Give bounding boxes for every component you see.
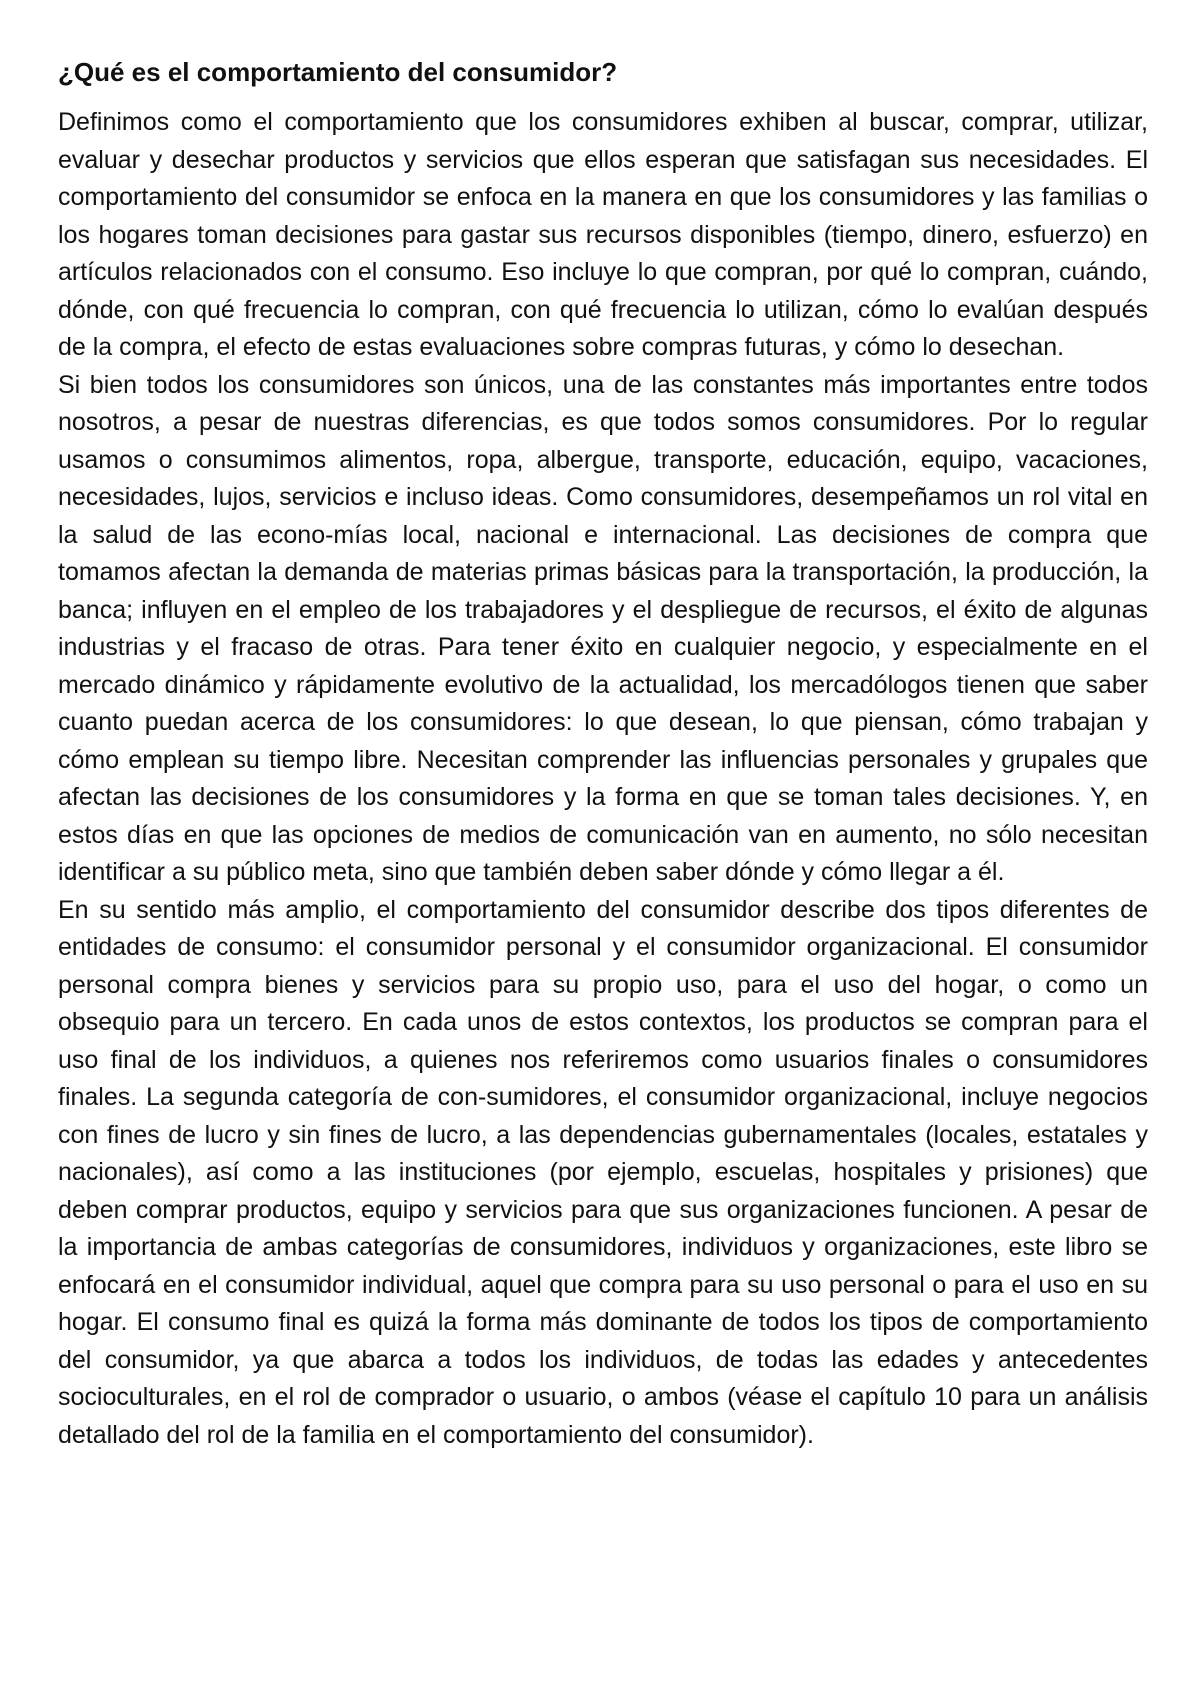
- paragraph-consumers: Si bien todos los consumidores son únicos, una de las constantes más importantes entre todos nosotros, a pesar de nuestras diferencias, es que todos somos consumidores. Por lo regular usamos o consumimos alimentos, ropa, albergue, transporte, educación, equipo, vacaciones, necesidades, lujos, servicios e incluso ideas. Como consumidores, desempeñamos un rol vital en la salud de las econo-mías local, nacional e internacional. Las decisiones de compra que tomamos afectan la demanda de materias primas básicas para la transportación, la producción, la banca; influyen en el empleo de los trabajadores y el despliegue de recursos, el éxito de algunas industrias y el fracaso de otras. Para tener éxito en cualquier negocio, y especialmente en el mercado dinámico y rápidamente evolutivo de la actualidad, los mercadólogos tienen que saber cuanto puedan acerca de los consumidores: lo que desean, lo que piensan, cómo trabajan y cómo emplean su tiempo libre. Necesitan comprender las influencias personales y grupales que afectan las decisiones de los consumidores y la forma en que se toman tales decisiones. Y, en estos días en que las opciones de medios de comunicación van en aumento, no sólo necesitan identificar a su público meta, sino que también deben saber dónde y cómo llegar a él.: [58, 370, 1148, 886]
- document-page: [58, 56, 1148, 1454]
- paragraph-entities: En su sentido más amplio, el comportamiento del consumidor describe dos tipos diferentes de entidades de consumo: el consumidor personal y el consumidor organizacional. El consumidor personal compra bienes y servicios para su propio uso, para el uso del hogar, o como un obsequio para un tercero. En cada unos de estos contextos, los productos se compran para el uso final de los individuos, a quienes nos referiremos como usuarios finales o consumidores finales. La segunda categoría de con-sumidores, el consumidor organizacional, incluye negocios con fines de lucro y sin fines de lucro, a las dependencias gubernamentales (locales, estatales y nacionales), así como a las instituciones (por ejemplo, escuelas, hospitales y prisiones) que deben comprar productos, equipo y servicios para que sus organizaciones funcionen. A pesar de la importancia de ambas categorías de consumidores, individuos y organizaciones, este libro se enfocará en el consumidor individual, aquel que compra para su uso personal o para el uso en su hogar. El consumo final es quizá la forma más dominante de todos los tipos de comportamiento del consumidor, ya que abarca a todos los individuos, de todas las edades y antecedentes socioculturales, en el rol de comprador o usuario, o ambos (véase el capítulo 10 para un análisis detallado del rol de la familia en el comportamiento del consumidor).: [58, 895, 1148, 1449]
- paragraph-definition: Definimos como el comportamiento que los consumidores exhiben al buscar, comprar, utilizar, evaluar y desechar productos y servicios que ellos esperan que satisfagan sus necesidades. El comportamiento del consumidor se enfoca en la manera en que los consumidores y las familias o los hogares toman decisiones para gastar sus recursos disponibles (tiempo, dinero, esfuerzo) en artículos relacionados con el consumo. Eso incluye lo que compran, por qué lo compran, cuándo, dónde, con qué frecuencia lo compran, con qué frecuencia lo utilizan, cómo lo evalúan después de la compra, el efecto de estas evaluaciones sobre compras futuras, y cómo lo desechan.: [58, 108, 1148, 361]
- document-title: ¿Qué es el comportamiento del consumidor?: [58, 57, 618, 87]
